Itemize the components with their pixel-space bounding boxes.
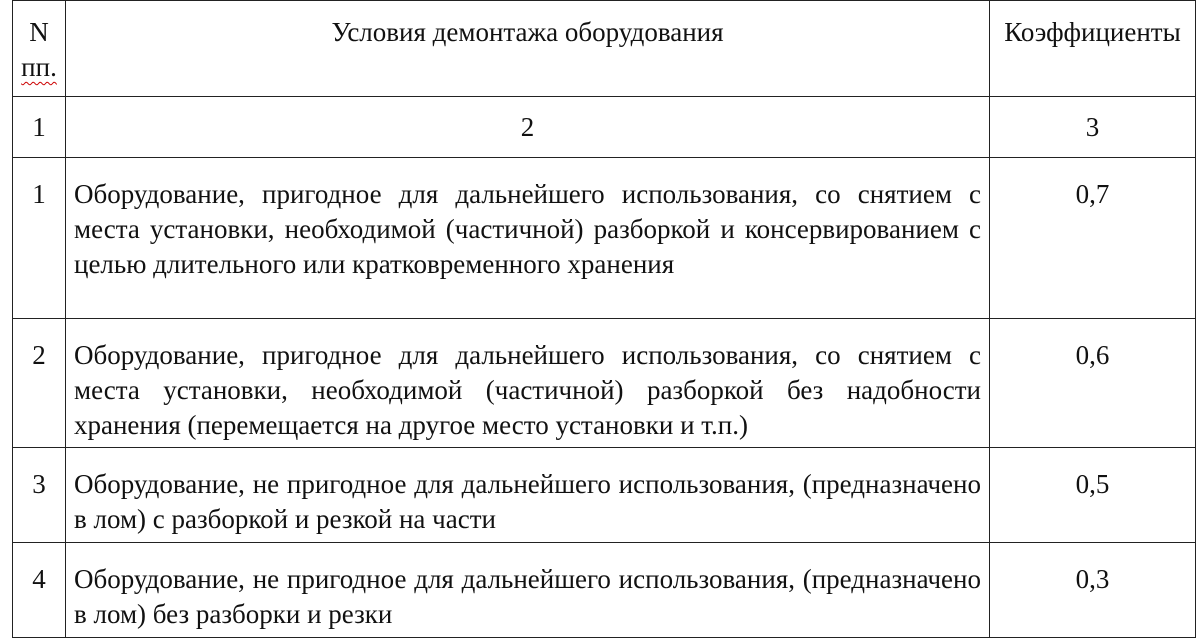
table-row	[13, 319, 1196, 448]
table-row	[13, 543, 1196, 638]
header-condition-label: Условия демонтажа оборудования	[331, 17, 724, 47]
table-row	[13, 158, 1196, 319]
table-row	[13, 448, 1196, 543]
row-number: 2	[13, 319, 66, 448]
coefficients-table	[12, 0, 1196, 638]
row-number: 1	[13, 158, 66, 319]
header-number-label: N	[29, 17, 49, 47]
column-number-1: 1	[13, 97, 66, 158]
column-number-row	[13, 97, 1196, 158]
row-condition: Оборудование, пригодное для дальнейшего использования, со снятием с места установки, необходимой (частичной) разборкой и консервированием с целью длительного или кратковременного хранения	[66, 158, 990, 319]
row-coefficient: 0,6	[990, 319, 1196, 448]
row-coefficient: 0,7	[990, 158, 1196, 319]
row-condition: Оборудование, пригодное для дальнейшего использования, со снятием с места установки, необходимой (частичной) разборкой без надобности хранения (перемещается на другое место установки и т.п.)	[66, 319, 990, 448]
column-number-2: 2	[66, 97, 990, 158]
row-condition: Оборудование, не пригодное для дальнейшего использования, (предназначено в лом) без разборки и резки	[66, 543, 990, 638]
row-number: 3	[13, 448, 66, 543]
column-number-3: 3	[990, 97, 1196, 158]
header-number-cell	[13, 1, 66, 97]
header-coefficient-cell	[990, 1, 1196, 97]
header-coefficient-label: Коэффициенты	[1004, 17, 1181, 47]
header-row	[13, 1, 1196, 97]
row-coefficient: 0,5	[990, 448, 1196, 543]
header-number-abbrev: пп.	[21, 52, 57, 82]
row-coefficient: 0,3	[990, 543, 1196, 638]
row-condition: Оборудование, не пригодное для дальнейшего использования, (предназначено в лом) с разборкой и резкой на части	[66, 448, 990, 543]
header-condition-cell	[66, 1, 990, 97]
row-number: 4	[13, 543, 66, 638]
